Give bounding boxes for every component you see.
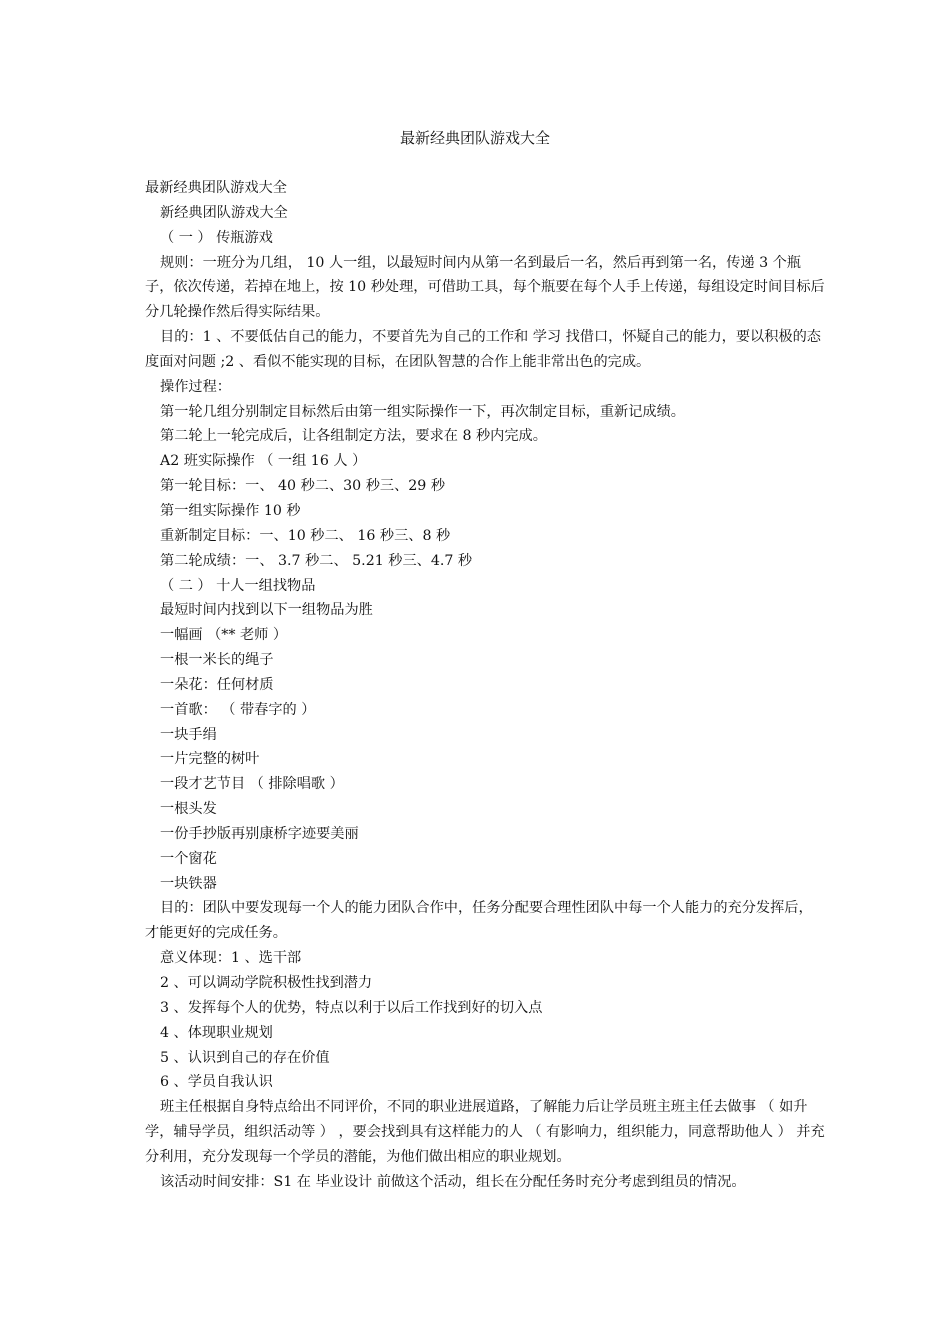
paragraph: 4 、体现职业规划	[160, 1024, 273, 1041]
paragraph: 目的：1 、不要低估自己的能力，不要首先为自己的工作和 学习 找借口，怀疑自己的能力，要以积极的态度面对问题 ;2 、看似不能实现的目标，在团队智慧的合作上能非常出色的完成。	[145, 329, 821, 370]
paragraph: 新经典团队游戏大全	[160, 204, 288, 221]
paragraph: 2 、可以调动学院积极性找到潜力	[160, 975, 373, 991]
paragraph: 一个窗花	[160, 850, 217, 867]
paragraph: 第二轮上一轮完成后，让各组制定方法，要求在 8 秒内完成。	[160, 428, 547, 445]
paragraph: 一块手绢	[160, 726, 217, 743]
paragraph: 一首歌： （ 带春字的 ）	[160, 701, 316, 718]
paragraph: 一根一米长的绳子	[160, 652, 274, 669]
paragraph: 目的：团队中要发现每一个人的能力团队合作中，任务分配要合理性团队中每一个人能力的充分发挥后，才能更好的完成任务。	[145, 900, 813, 942]
paragraph: 第一组实际操作 10 秒	[160, 502, 301, 519]
document-body	[145, 176, 825, 1195]
paragraph: 第一轮目标：一、 40 秒二、30 秒三、29 秒	[160, 478, 446, 495]
paragraph: 最新经典团队游戏大全	[145, 180, 287, 196]
paragraph: 第二轮成绩：一、 3.7 秒二、 5.21 秒三、4.7 秒	[160, 552, 473, 569]
paragraph: 该活动时间安排：S1 在 毕业设计 前做这个活动，组长在分配任务时充分考虑到组员的情况。	[160, 1173, 746, 1190]
paragraph: A2 班实际操作 （ 一组 16 人 ）	[160, 453, 367, 470]
paragraph: 一份手抄版再别康桥字迹要美丽	[160, 825, 359, 842]
paragraph: 一幅画 （** 老师 ）	[160, 627, 288, 644]
paragraph: 一根头发	[160, 801, 217, 818]
paragraph: 一朵花：任何材质	[160, 676, 274, 693]
paragraph: 3 、发挥每个人的优势，特点以利于以后工作找到好的切入点	[160, 999, 543, 1016]
document-title: 最新经典团队游戏大全	[399, 129, 550, 147]
paragraph: 规则：一班分为几组， 10 人一组，以最短时间内从第一名到最后一名，然后再到第一名，传递 3 个瓶子，依次传递，若掉在地上，按 10 秒处理，可借助工具，每个瓶要在每个人手上传递，每组设定时间目标后分几轮操作然后得实际结果。	[145, 254, 825, 321]
paragraph: 班主任根据自身特点给出不同评价，不同的职业进展道路，了解能力后让学员班主班主任去做事 （ 如升学，辅导学员，组织活动等 ） ，要会找到具有这样能力的人 （ 有影响力，组织能力，同意帮助他人 ） 并充分利用，充分发现每一个学员的潜能，为他们做出相应的职业规划。	[145, 1099, 825, 1165]
paragraph: 一片完整的树叶	[160, 751, 260, 768]
paragraph: 一块铁器	[160, 875, 217, 892]
paragraph: 第一轮几组分别制定目标然后由第一组实际操作一下，再次制定目标，重新记成绩。	[160, 403, 685, 420]
paragraph: （ 二 ） 十人一组找物品	[160, 577, 316, 594]
paragraph: （ 一 ） 传瓶游戏	[160, 229, 273, 246]
paragraph: 5 、认识到自己的存在价值	[160, 1049, 330, 1066]
paragraph: 最短时间内找到以下一组物品为胜	[160, 602, 373, 619]
paragraph: 一段才艺节目 （ 排除唱歌 ）	[160, 776, 344, 793]
paragraph: 6 、学员自我认识	[160, 1074, 273, 1091]
paragraph: 重新制定目标：一、10 秒二、 16 秒三、8 秒	[160, 527, 451, 544]
paragraph: 意义体现：1 、选干部	[160, 950, 302, 967]
paragraph: 操作过程：	[160, 378, 231, 395]
